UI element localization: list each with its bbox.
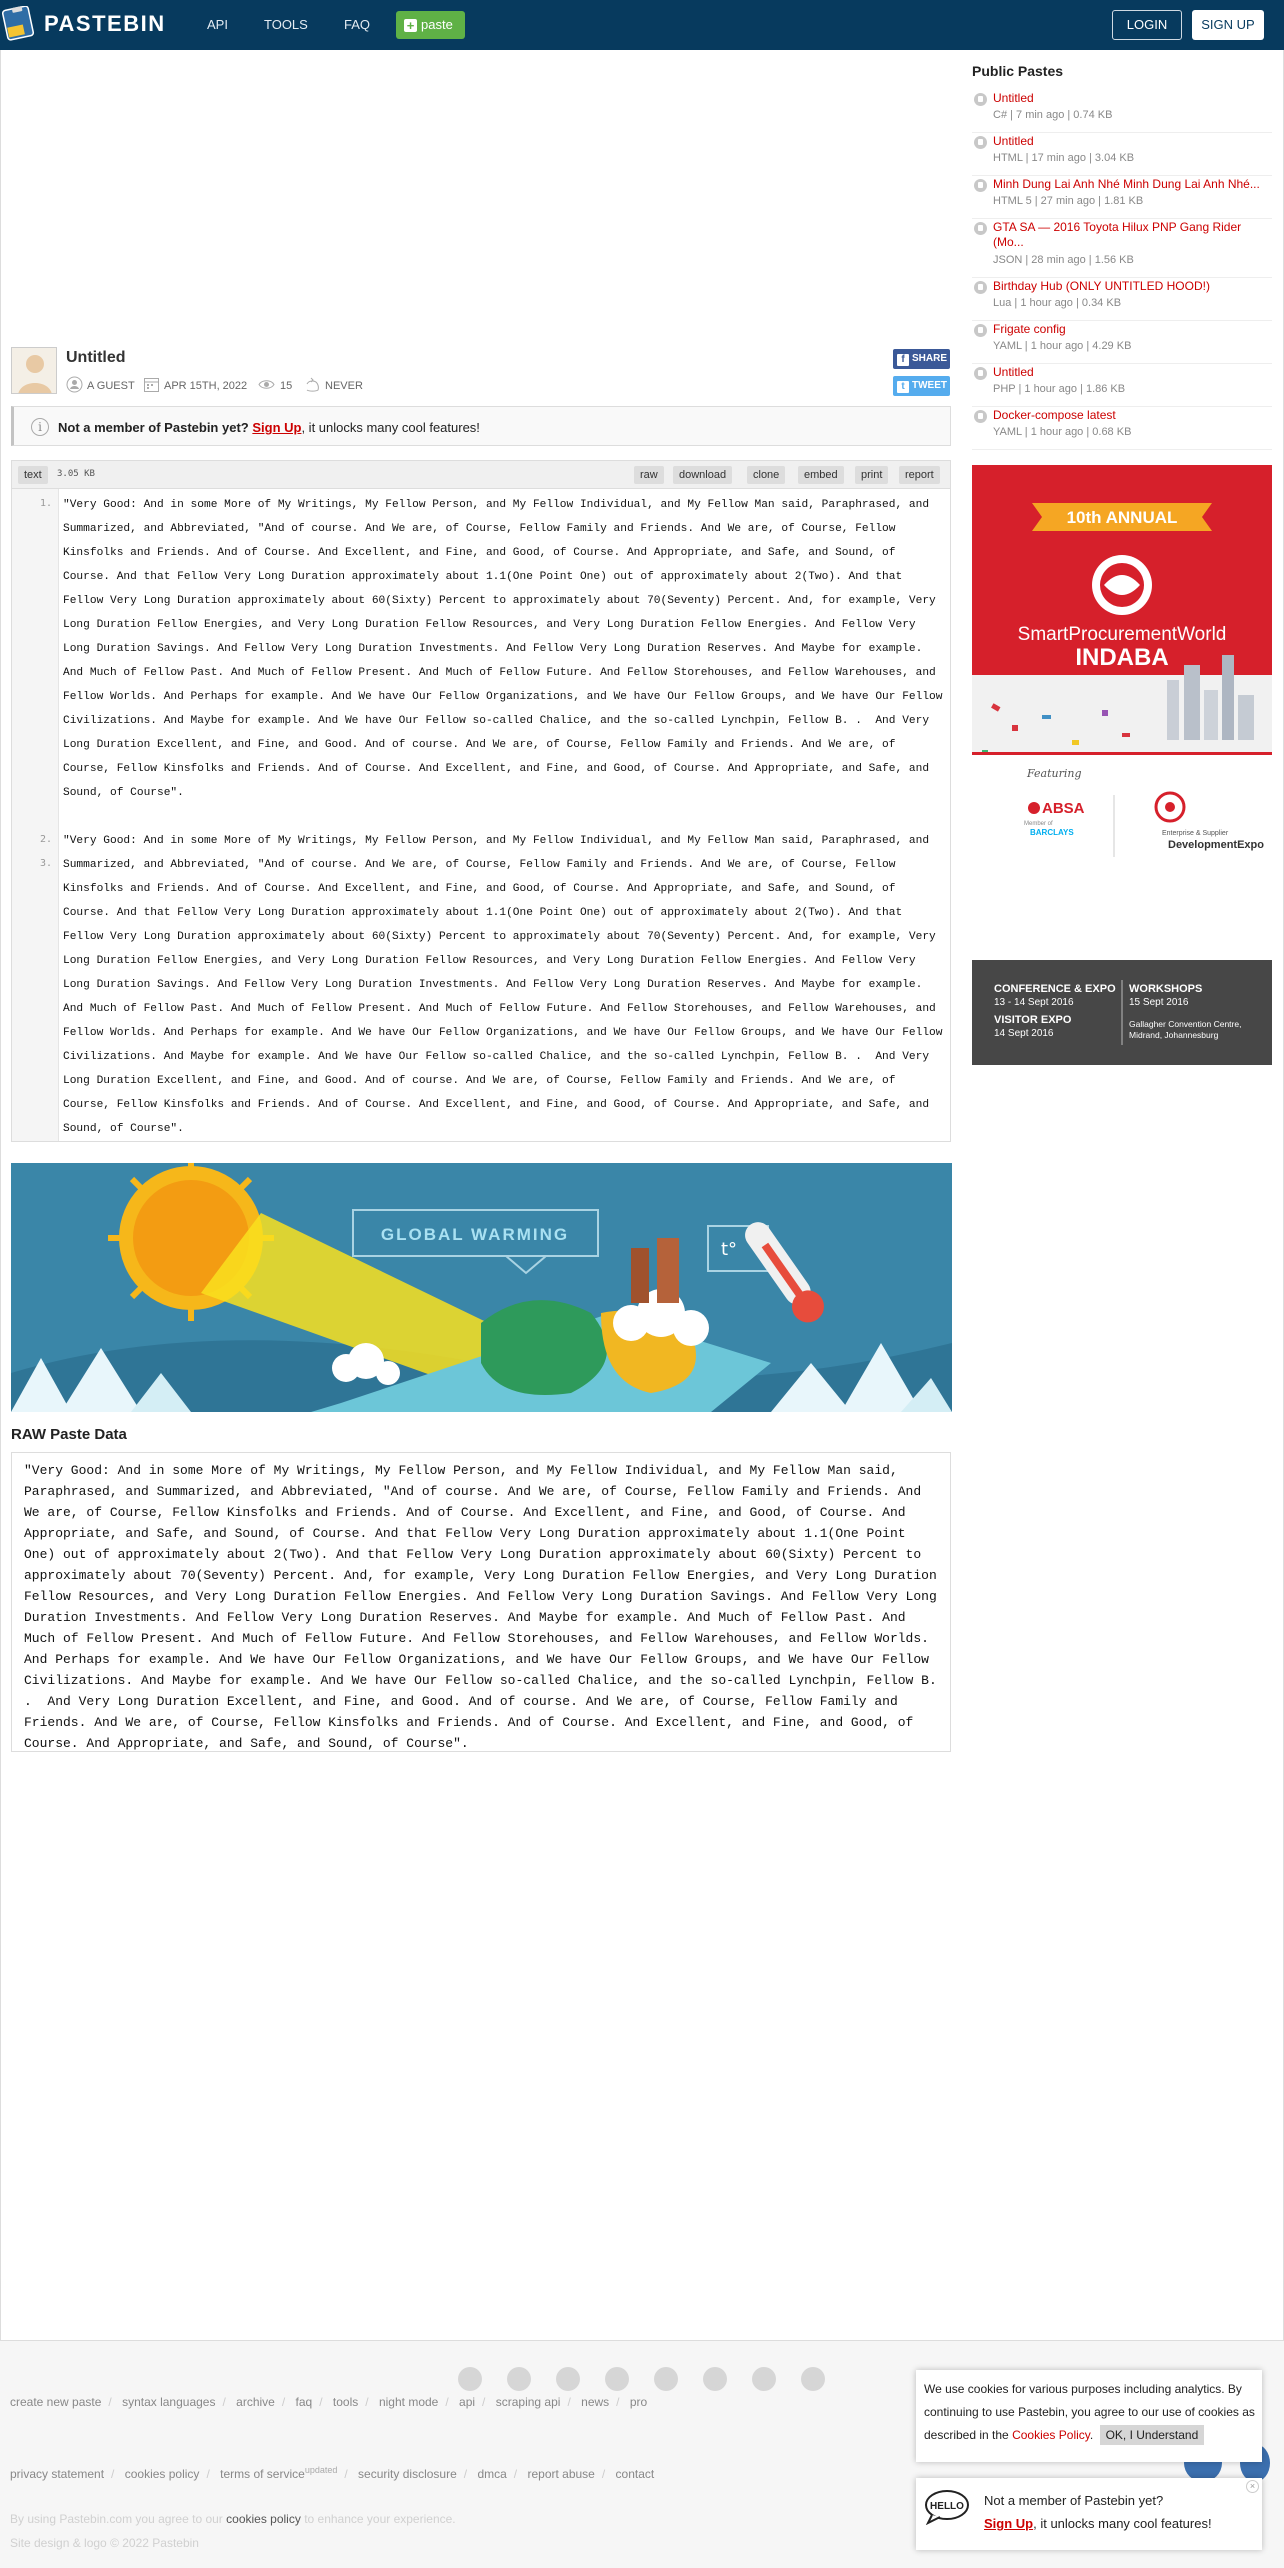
android-app-icon[interactable] xyxy=(654,2367,678,2391)
paste-icon xyxy=(974,281,987,294)
public-paste-item[interactable] xyxy=(972,91,1272,133)
raw-paste-textarea[interactable] xyxy=(11,1452,951,1752)
footer-link[interactable]: security disclosure xyxy=(358,2467,457,2481)
public-paste-title[interactable]: Untitled xyxy=(993,134,1034,148)
public-paste-title[interactable]: Birthday Hub (ONLY UNTITLED HOOD!) xyxy=(993,279,1210,293)
user-icon xyxy=(66,376,83,393)
footer-link[interactable]: news xyxy=(581,2395,610,2409)
notice-text xyxy=(58,420,480,435)
twitter-share-button[interactable] xyxy=(893,376,950,396)
signup-notice xyxy=(11,406,951,446)
paste-expiry: NEVER xyxy=(325,380,363,392)
cookie-text: We use cookies for various purposes including analytics. By continuing to use Pastebin, you agree to our use of cookies as described in the xyxy=(924,2382,1255,2442)
guest-avatar xyxy=(11,347,57,394)
ad-col2-heading1: WORKSHOPS xyxy=(1129,983,1203,995)
public-paste-meta: C# | 7 min ago | 0.74 KB xyxy=(993,109,1113,121)
consent-suffix: to enhance your experience. xyxy=(304,2512,456,2526)
paste-author[interactable]: A GUEST xyxy=(87,380,135,392)
updated-badge: updated xyxy=(304,2465,338,2475)
thermometer-label: t° xyxy=(721,1239,738,1260)
ad-brand-line1: SmartProcurementWorld xyxy=(1017,624,1227,645)
public-pastes-heading: Public Pastes xyxy=(972,63,1064,79)
facebook-share-button[interactable] xyxy=(893,349,950,369)
line-number: 1. xyxy=(39,498,52,509)
ad-annual-text: 10th ANNUAL xyxy=(1066,508,1178,527)
public-paste-title[interactable]: Frigate config xyxy=(993,322,1066,336)
popup-line1: Not a member of Pastebin yet? xyxy=(984,2493,1164,2508)
login-button[interactable]: LOGIN xyxy=(1112,10,1182,40)
popup-line2 xyxy=(984,2516,1212,2531)
close-icon[interactable]: × xyxy=(1246,2480,1259,2493)
top-navbar xyxy=(0,0,1284,50)
paste-icon xyxy=(974,136,987,149)
footer-link[interactable]: privacy statement xyxy=(10,2467,105,2481)
pastebin-logo-icon[interactable] xyxy=(2,6,38,44)
line-number: 2. xyxy=(39,834,52,845)
nav-tools[interactable]: TOOLS xyxy=(264,17,308,32)
ad-col2-venue2: Midrand, Johannesburg xyxy=(1129,1030,1219,1040)
paste-icon xyxy=(974,93,987,106)
signup-popup xyxy=(916,2478,1262,2550)
footer-link[interactable]: contact xyxy=(615,2467,655,2481)
consent-cookies-link[interactable]: cookies policy xyxy=(226,2512,301,2526)
public-paste-item[interactable] xyxy=(972,279,1272,321)
nav-api[interactable]: API xyxy=(207,17,228,32)
embed-button[interactable]: embed xyxy=(798,466,844,484)
public-paste-meta: YAML | 1 hour ago | 4.29 KB xyxy=(993,340,1132,352)
nav-faq[interactable]: FAQ xyxy=(344,17,371,32)
paste-icon xyxy=(974,222,987,235)
notice-signup-link[interactable]: Sign Up xyxy=(252,420,302,435)
ad-sponsor1-sub2: BARCLAYS xyxy=(1030,828,1074,837)
ad-sponsor1: ABSA xyxy=(1042,800,1085,817)
public-paste-meta: JSON | 28 min ago | 1.56 KB xyxy=(993,254,1134,266)
page-border-left xyxy=(0,50,1,2340)
hello-text: HELLO xyxy=(930,2501,964,2512)
paste-icon xyxy=(974,410,987,423)
tweet-label: TWEET xyxy=(912,380,947,391)
indaba-ad-graphic xyxy=(972,465,1272,1065)
chrome-extension-icon[interactable] xyxy=(458,2367,482,2391)
plus-icon: + xyxy=(404,19,417,32)
public-paste-title[interactable]: Minh Dung Lai Anh Nhé Minh Dung Lai Anh Nhé... xyxy=(993,177,1260,191)
line-number: 3. xyxy=(39,858,52,869)
footer-link[interactable]: scraping api xyxy=(495,2395,561,2409)
eye-icon xyxy=(258,376,275,393)
public-paste-title[interactable]: Untitled xyxy=(993,91,1034,105)
paste-size: 3.05 KB xyxy=(57,469,95,479)
facebook-icon: f xyxy=(897,354,909,366)
ad-featuring: Featuring xyxy=(1027,767,1082,780)
print-button[interactable]: print xyxy=(855,466,888,484)
syntax-badge[interactable]: text xyxy=(18,466,48,484)
hourglass-icon xyxy=(304,376,321,393)
footer-link[interactable]: pro xyxy=(629,2395,648,2409)
raw-button[interactable]: raw xyxy=(634,466,664,484)
notice-lead: Not a member of Pastebin yet? xyxy=(58,420,249,435)
footer-link[interactable]: night mode xyxy=(378,2395,439,2409)
clone-button[interactable]: clone xyxy=(747,466,785,484)
code-toolbar xyxy=(12,461,950,489)
footer-link[interactable]: faq xyxy=(295,2395,313,2409)
download-button[interactable]: download xyxy=(673,466,732,484)
ad-col1-heading1: CONFERENCE & EXPO xyxy=(994,983,1116,995)
paste-code-box xyxy=(11,460,951,1142)
raw-paste-text: "Very Good: And in some More of My Writings, My Fellow Person, and My Fellow Individual, and My Fellow Man said, Paraphrased, and Summarized, and Abbreviated, "And of course. And We are, of Course, Fellow Family and Friends. And We are, of Course, Fellow Kinsfolks and Friends. And of Course. And Excellent, and Fine, and Good, of Course. And Appropriate, and Safe, and Sound, of Course. And that Fellow Very Long Duration approximately about 1.1(One Point One) out of approximately about 2(Two). And that Fellow Very Long Duration approximately about 60(Sixty) Percent to approximately about 70(Seventy) Percent. And, for example, Very Long Duration Fellow Energies, and Very Long Duration Fellow Resources, and Very Long Duration Fellow Energies. And Fellow Very Long Duration Savings. And Fellow Very Long Duration Investments. And Fellow Very Long Duration Reserves. And Maybe for example. And Much of Fellow Past. And Much of Fellow Present. And Much of Fellow Future. And Fellow Storehouses, and Fellow Warehouses, and Fellow Worlds. And Perhaps for example. And We have Our Fellow Organizations, and We have Our Fellow Groups, and We have Our Fellow Civilizations. And Maybe for example. And We have Our Fellow so-called Chalice, and the so-called Lynchpin, Fellow B. . And Very Long Duration Excellent, and Fine, and Good. And of course. And We are, of Course, Fellow Family and Friends. And We are, of Course, Fellow Kinsfolks and Friends. And of Course. And Excellent, and Fine, and Good, of Course. And Appropriate, and Safe, and Sound, of Course". xyxy=(24,1463,945,1751)
raw-paste-heading: RAW Paste Data xyxy=(11,1426,127,1443)
logo-text[interactable]: PASTEBIN xyxy=(44,11,166,36)
consent-prefix: By using Pastebin.com you agree to our xyxy=(10,2512,223,2526)
user-silhouette-icon xyxy=(12,348,57,394)
paste-icon xyxy=(974,324,987,337)
sidebar-advertisement[interactable] xyxy=(972,465,1272,1065)
footer-links-row2: privacy statement / cookies policy / terms of service$^{updated}$ / security disclosure / dmca / report abuse / contact xyxy=(10,2465,655,2481)
cookies-policy-link[interactable]: Cookies Policy xyxy=(1012,2428,1090,2442)
windows-app-icon[interactable] xyxy=(605,2367,629,2391)
public-paste-item[interactable] xyxy=(972,177,1272,219)
footer-consent xyxy=(10,2512,456,2526)
footer-link[interactable]: dmca xyxy=(477,2467,507,2481)
new-paste-label: paste xyxy=(421,17,453,32)
global-warming-banner[interactable] xyxy=(11,1163,952,1412)
ad-sponsor1-sub: Member of xyxy=(1024,821,1053,827)
public-paste-item[interactable] xyxy=(972,365,1272,407)
ad-col1-heading2: VISITOR EXPO xyxy=(994,1014,1072,1026)
public-paste-item[interactable] xyxy=(972,134,1272,176)
paste-icon xyxy=(974,367,987,380)
banner-caption: GLOBAL WARMING xyxy=(380,1225,570,1244)
ad-col1-date2: 14 Sept 2016 xyxy=(994,1028,1054,1039)
paste-date: APR 15TH, 2022 xyxy=(164,380,248,392)
public-paste-title[interactable]: Untitled xyxy=(993,365,1034,379)
footer-link[interactable]: terms of service xyxy=(220,2467,305,2481)
ios-app-icon[interactable] xyxy=(556,2367,580,2391)
line-gutter xyxy=(12,489,59,1141)
public-paste-meta: HTML 5 | 27 min ago | 1.81 KB xyxy=(993,195,1144,207)
public-paste-meta: PHP | 1 hour ago | 1.86 KB xyxy=(993,383,1126,395)
public-paste-item[interactable] xyxy=(972,220,1272,278)
footer-link[interactable]: syntax languages xyxy=(122,2395,216,2409)
popup-signup-link[interactable]: Sign Up xyxy=(984,2516,1034,2531)
code-line-3: "Very Good: And in some More of My Writings, My Fellow Person, and My Fellow Individual, and My Fellow Man said, Paraphrased, and Summarized, and Abbreviated, "And of course. And We are, of Course, Fellow Family and Friends. And We are, of Course, Fellow Kinsfolks and Friends. And of Course. And Excellent, and Fine, and Good, of Course. And Appropriate, and Safe, and Sound, of Course. And that Fellow Very Long Duration approximately about 1.1(One Point One) out of approximately about 2(Two). And that Fellow Very Long Duration approximately about 60(Sixty) Percent to approximately about 70(Seventy) Percent. And, for example, Very Long Duration Fellow Energies, and Very Long Duration Fellow Resources, and Very Long Duration Fellow Energies. And Fellow Very Long Duration Savings. And Fellow Very Long Duration Investments. And Fellow Very Long Duration Reserves. And Maybe for example. And Much of Fellow Past. And Much of Fellow Present. And Much of Fellow Future. And Fellow Storehouses, and Fellow Warehouses, and Fellow Worlds. And Perhaps for example. And We have Our Fellow Organizations, and We have Our Fellow Groups, and We have Our Fellow Civilizations. And Maybe for example. And We have Our Fellow so-called Chalice, and the so-called Lynchpin, Fellow B. . And Very Long Duration Excellent, and Fine, and Good. And of course. And We are, of Course, Fellow Family and Friends. And We are, of Course, Fellow Kinsfolks and Friends. And of Course. And Excellent, and Fine, and Good, of Course. And Appropriate, and Safe, and Sound, of Course". xyxy=(63,835,950,1135)
public-paste-title[interactable]: Docker-compose latest xyxy=(993,408,1116,422)
share-label: SHARE xyxy=(912,353,948,364)
footer-links-row1: create new paste / syntax languages / archive / faq / tools / night mode / api / scraping api / news / pro xyxy=(10,2395,648,2409)
code-line-1: "Very Good: And in some More of My Writings, My Fellow Person, and My Fellow Individual, and My Fellow Man said, Paraphrased, and Summarized, and Abbreviated, "And of course. And We are, of Course, Fellow Family and Friends. And We are, of Course, Fellow Kinsfolks and Friends. And of Course. And Excellent, and Fine, and Good, of Course. And Appropriate, and Safe, and Sound, of Course. And that Fellow Very Long Duration approximately about 1.1(One Point One) out of approximately about 2(Two). And that Fellow Very Long Duration approximately about 60(Sixty) Percent to approximately about 70(Seventy) Percent. And, for example, Very Long Duration Fellow Energies, and Very Long Duration Fellow Resources, and Very Long Duration Fellow Energies. And Fellow Very Long Duration Savings. And Fellow Very Long Duration Investments. And Fellow Very Long Duration Reserves. And Maybe for example. And Much of Fellow Past. And Much of Fellow Present. And Much of Fellow Future. And Fellow Storehouses, and Fellow Warehouses, and Fellow Worlds. And Perhaps for example. And We have Our Fellow Organizations, and We have Our Fellow Groups, and We have Our Fellow Civilizations. And Maybe for example. And We have Our Fellow so-called Chalice, and the so-called Lynchpin, Fellow B. . And Very Long Duration Excellent, and Fine, and Good. And of course. And We are, of Course, Fellow Family and Friends. And We are, of Course, Fellow Kinsfolks and Friends. And of Course. And Excellent, and Fine, and Good, of Course. And Appropriate, and Safe, and Sound, of Course". xyxy=(63,499,950,799)
footer-copyright: Site design & logo © 2022 Pastebin xyxy=(10,2536,199,2550)
public-paste-meta: YAML | 1 hour ago | 0.68 KB xyxy=(993,426,1132,438)
public-paste-item[interactable] xyxy=(972,322,1272,364)
ad-brand-line2: INDABA xyxy=(1075,644,1169,671)
footer-link[interactable]: create new paste xyxy=(10,2395,102,2409)
opera-extension-icon[interactable] xyxy=(752,2367,776,2391)
cookie-accept-button[interactable]: OK, I Understand xyxy=(1100,2425,1205,2445)
linux-app-icon[interactable] xyxy=(801,2367,825,2391)
ad-sponsor2: DevelopmentExpo xyxy=(1168,839,1264,851)
ad-sponsor2-sub: Enterprise & Supplier xyxy=(1162,830,1229,837)
new-paste-button[interactable] xyxy=(396,11,465,39)
calendar-icon xyxy=(143,376,160,393)
cookie-consent-banner xyxy=(916,2370,1262,2462)
public-paste-meta: HTML | 17 min ago | 3.04 KB xyxy=(993,152,1135,164)
paste-views: 15 xyxy=(280,380,293,392)
info-icon: i xyxy=(31,418,49,436)
notice-rest: , it unlocks many cool features! xyxy=(301,420,480,435)
public-paste-item[interactable] xyxy=(972,408,1272,450)
footer-link[interactable]: cookies policy xyxy=(124,2467,200,2481)
ad-col1-date1: 13 - 14 Sept 2016 xyxy=(994,997,1074,1008)
hello-bubble-icon xyxy=(924,2489,970,2525)
public-paste-meta: Lua | 1 hour ago | 0.34 KB xyxy=(993,297,1122,309)
footer-link[interactable]: archive xyxy=(236,2395,275,2409)
public-paste-title[interactable]: GTA SA — 2016 Toyota Hilux PNP Gang Rider (Mo... xyxy=(993,220,1242,249)
firefox-extension-icon[interactable] xyxy=(507,2367,531,2391)
footer-link[interactable]: api xyxy=(459,2395,476,2409)
report-button[interactable]: report xyxy=(899,466,940,484)
macos-app-icon[interactable] xyxy=(703,2367,727,2391)
footer-link[interactable]: tools xyxy=(332,2395,359,2409)
ad-col2-date1: 15 Sept 2016 xyxy=(1129,997,1189,1008)
paste-title: Untitled xyxy=(66,349,126,366)
signup-button[interactable]: SIGN UP xyxy=(1192,10,1264,40)
popup-rest: , it unlocks many cool features! xyxy=(1033,2516,1212,2531)
ad-col2-venue1: Gallagher Convention Centre, xyxy=(1129,1019,1242,1029)
cookie-text-block: We use cookies for various purposes including analytics. By continuing to use Pastebin, you agree to our use of cookies as described in the Cookies Policy. OK, I Understand xyxy=(924,2378,1260,2447)
footer-link[interactable]: report abuse xyxy=(527,2467,595,2481)
paste-icon xyxy=(974,179,987,192)
global-warming-illustration xyxy=(11,1163,952,1412)
twitter-icon: t xyxy=(897,381,909,393)
